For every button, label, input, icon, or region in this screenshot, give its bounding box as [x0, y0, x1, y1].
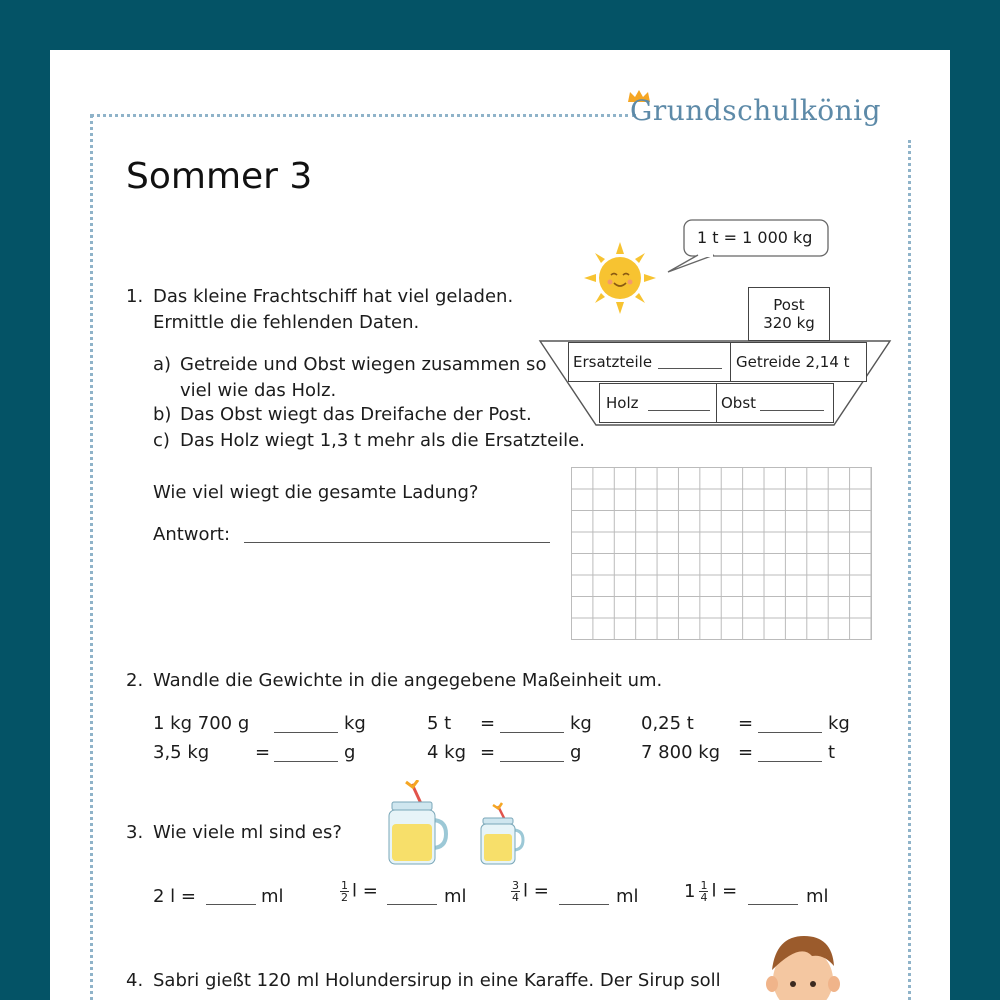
task2-r2c2-blank[interactable]: [500, 761, 564, 762]
sun-icon: [584, 242, 656, 314]
answer-label: Antwort:: [153, 524, 231, 545]
worksheet: [50, 50, 950, 1000]
fraction-three-quarters: [511, 880, 520, 903]
task1-intro-line2: Ermittle die fehlenden Daten.: [153, 312, 420, 333]
task2-r2c3-eq: =: [738, 742, 754, 763]
task2-r2c3-blank[interactable]: [758, 761, 822, 762]
task2-r1c3-left: 0,25 t: [641, 713, 694, 734]
task2-r2c1-blank[interactable]: [274, 761, 338, 762]
cargo-post: [748, 287, 830, 341]
ersatzteile-blank[interactable]: [658, 368, 722, 369]
task2-r1c2-blank[interactable]: [500, 732, 564, 733]
cargo-getreide: [730, 342, 867, 382]
task2-r2c3-unit: t: [828, 742, 836, 763]
task2-r2c2-left: 4 kg: [427, 742, 467, 763]
task3-number: 3.: [126, 822, 144, 843]
mixed-whole: 1: [684, 880, 696, 902]
task2-r1c2-left: 5 t: [427, 713, 452, 734]
page-title: Sommer 3: [126, 156, 313, 197]
holz-blank[interactable]: [648, 410, 710, 411]
fraction-denominator: 4: [512, 891, 519, 904]
task1-question: Wie viel wiegt die gesamte Ladung?: [153, 482, 479, 503]
speech-bubble: [662, 218, 832, 276]
task2-r1c1-left: 1 kg 700 g: [153, 713, 250, 734]
calculation-grid[interactable]: [571, 467, 872, 640]
task3-text: Wie viele ml sind es?: [153, 822, 342, 843]
task2-r2c2-unit: g: [570, 742, 582, 763]
fraction-numerator: 1: [341, 879, 348, 892]
fraction-one-half: [340, 880, 349, 903]
task3-i3-unit: ml: [616, 886, 639, 907]
task2-r1c3-eq: =: [738, 713, 754, 734]
speech-text: 1 t = 1 000 kg: [697, 228, 813, 247]
task2-number: 2.: [126, 670, 144, 691]
task3-i2-expression: [340, 880, 378, 903]
lemonade-jar-small-icon: [478, 802, 526, 866]
task3-i3-expression: [511, 880, 549, 903]
obst-label: Obst: [721, 394, 757, 412]
answer-line[interactable]: [244, 542, 550, 543]
task1-a-line2: viel wie das Holz.: [180, 380, 337, 401]
obst-blank[interactable]: [760, 410, 824, 411]
fraction-numerator: 3: [512, 879, 519, 892]
task2-r1c2-unit: kg: [570, 713, 592, 734]
child-avatar-icon: [760, 930, 846, 1000]
task2-r1c2-eq: =: [480, 713, 496, 734]
task2-text: Wandle die Gewichte in die angegebene Maßeinheit um.: [153, 670, 663, 691]
task1-a-label: a): [153, 354, 172, 375]
getreide-label: Getreide 2,14 t: [736, 353, 850, 371]
task4-number: 4.: [126, 970, 144, 991]
task1-b-text: Das Obst wiegt das Dreifache der Post.: [180, 404, 532, 425]
dotted-border-top: [90, 114, 636, 117]
fraction-numerator: 1: [700, 879, 708, 892]
dotted-border-left: [90, 114, 93, 1000]
task3-i2-left: l =: [352, 880, 378, 902]
task3-i3-left: l =: [523, 880, 549, 902]
task3-i4-left: l =: [711, 880, 738, 902]
cargo-holz: [599, 383, 721, 423]
task3-i4-unit: ml: [806, 886, 829, 907]
task1-intro-line1: Das kleine Frachtschiff hat viel geladen.: [153, 286, 514, 307]
task2-r1c1-blank[interactable]: [274, 732, 338, 733]
task2-r1c1-unit: kg: [344, 713, 366, 734]
task3-i1-left: 2 l =: [153, 886, 196, 907]
task3-i1-unit: ml: [261, 886, 284, 907]
task3-i2-blank[interactable]: [387, 904, 437, 905]
task3-i1-blank[interactable]: [206, 904, 256, 905]
task3-i3-blank[interactable]: [559, 904, 609, 905]
task1-number: 1.: [126, 286, 144, 307]
task3-i2-unit: ml: [444, 886, 467, 907]
task2-r1c3-unit: kg: [828, 713, 850, 734]
cargo-ersatzteile: [568, 342, 732, 382]
task1-c-label: c): [153, 430, 170, 451]
dotted-border-right: [908, 140, 911, 1000]
task3-i4-expression: [684, 880, 737, 903]
task2-r2c3-left: 7 800 kg: [641, 742, 721, 763]
task2-r2c1-unit: g: [344, 742, 356, 763]
brand-logo: Grundschulkönig: [630, 94, 882, 127]
task3-i4-blank[interactable]: [748, 904, 798, 905]
fraction-denominator: 4: [700, 891, 708, 904]
task4-text: Sabri gießt 120 ml Holundersirup in eine Karaffe. Der Sirup soll: [153, 970, 721, 991]
task2-r1c3-blank[interactable]: [758, 732, 822, 733]
task2-r2c2-eq: =: [480, 742, 496, 763]
cargo-obst: [716, 383, 834, 423]
post-label: Post: [773, 296, 805, 314]
task1-a-line1: Getreide und Obst wiegen zusammen so: [180, 354, 547, 375]
lemonade-jar-large-icon: [384, 780, 448, 866]
task2-r2c1-eq: =: [255, 742, 271, 763]
fraction-one-quarter: [699, 880, 708, 903]
task2-r2c1-left: 3,5 kg: [153, 742, 210, 763]
post-weight: 320 kg: [763, 314, 815, 332]
task1-c-text: Das Holz wiegt 1,3 t mehr als die Ersatzteile.: [180, 430, 585, 451]
task1-b-label: b): [153, 404, 172, 425]
fraction-denominator: 2: [341, 891, 348, 904]
ersatzteile-label: Ersatzteile: [573, 353, 653, 371]
holz-label: Holz: [606, 394, 639, 412]
